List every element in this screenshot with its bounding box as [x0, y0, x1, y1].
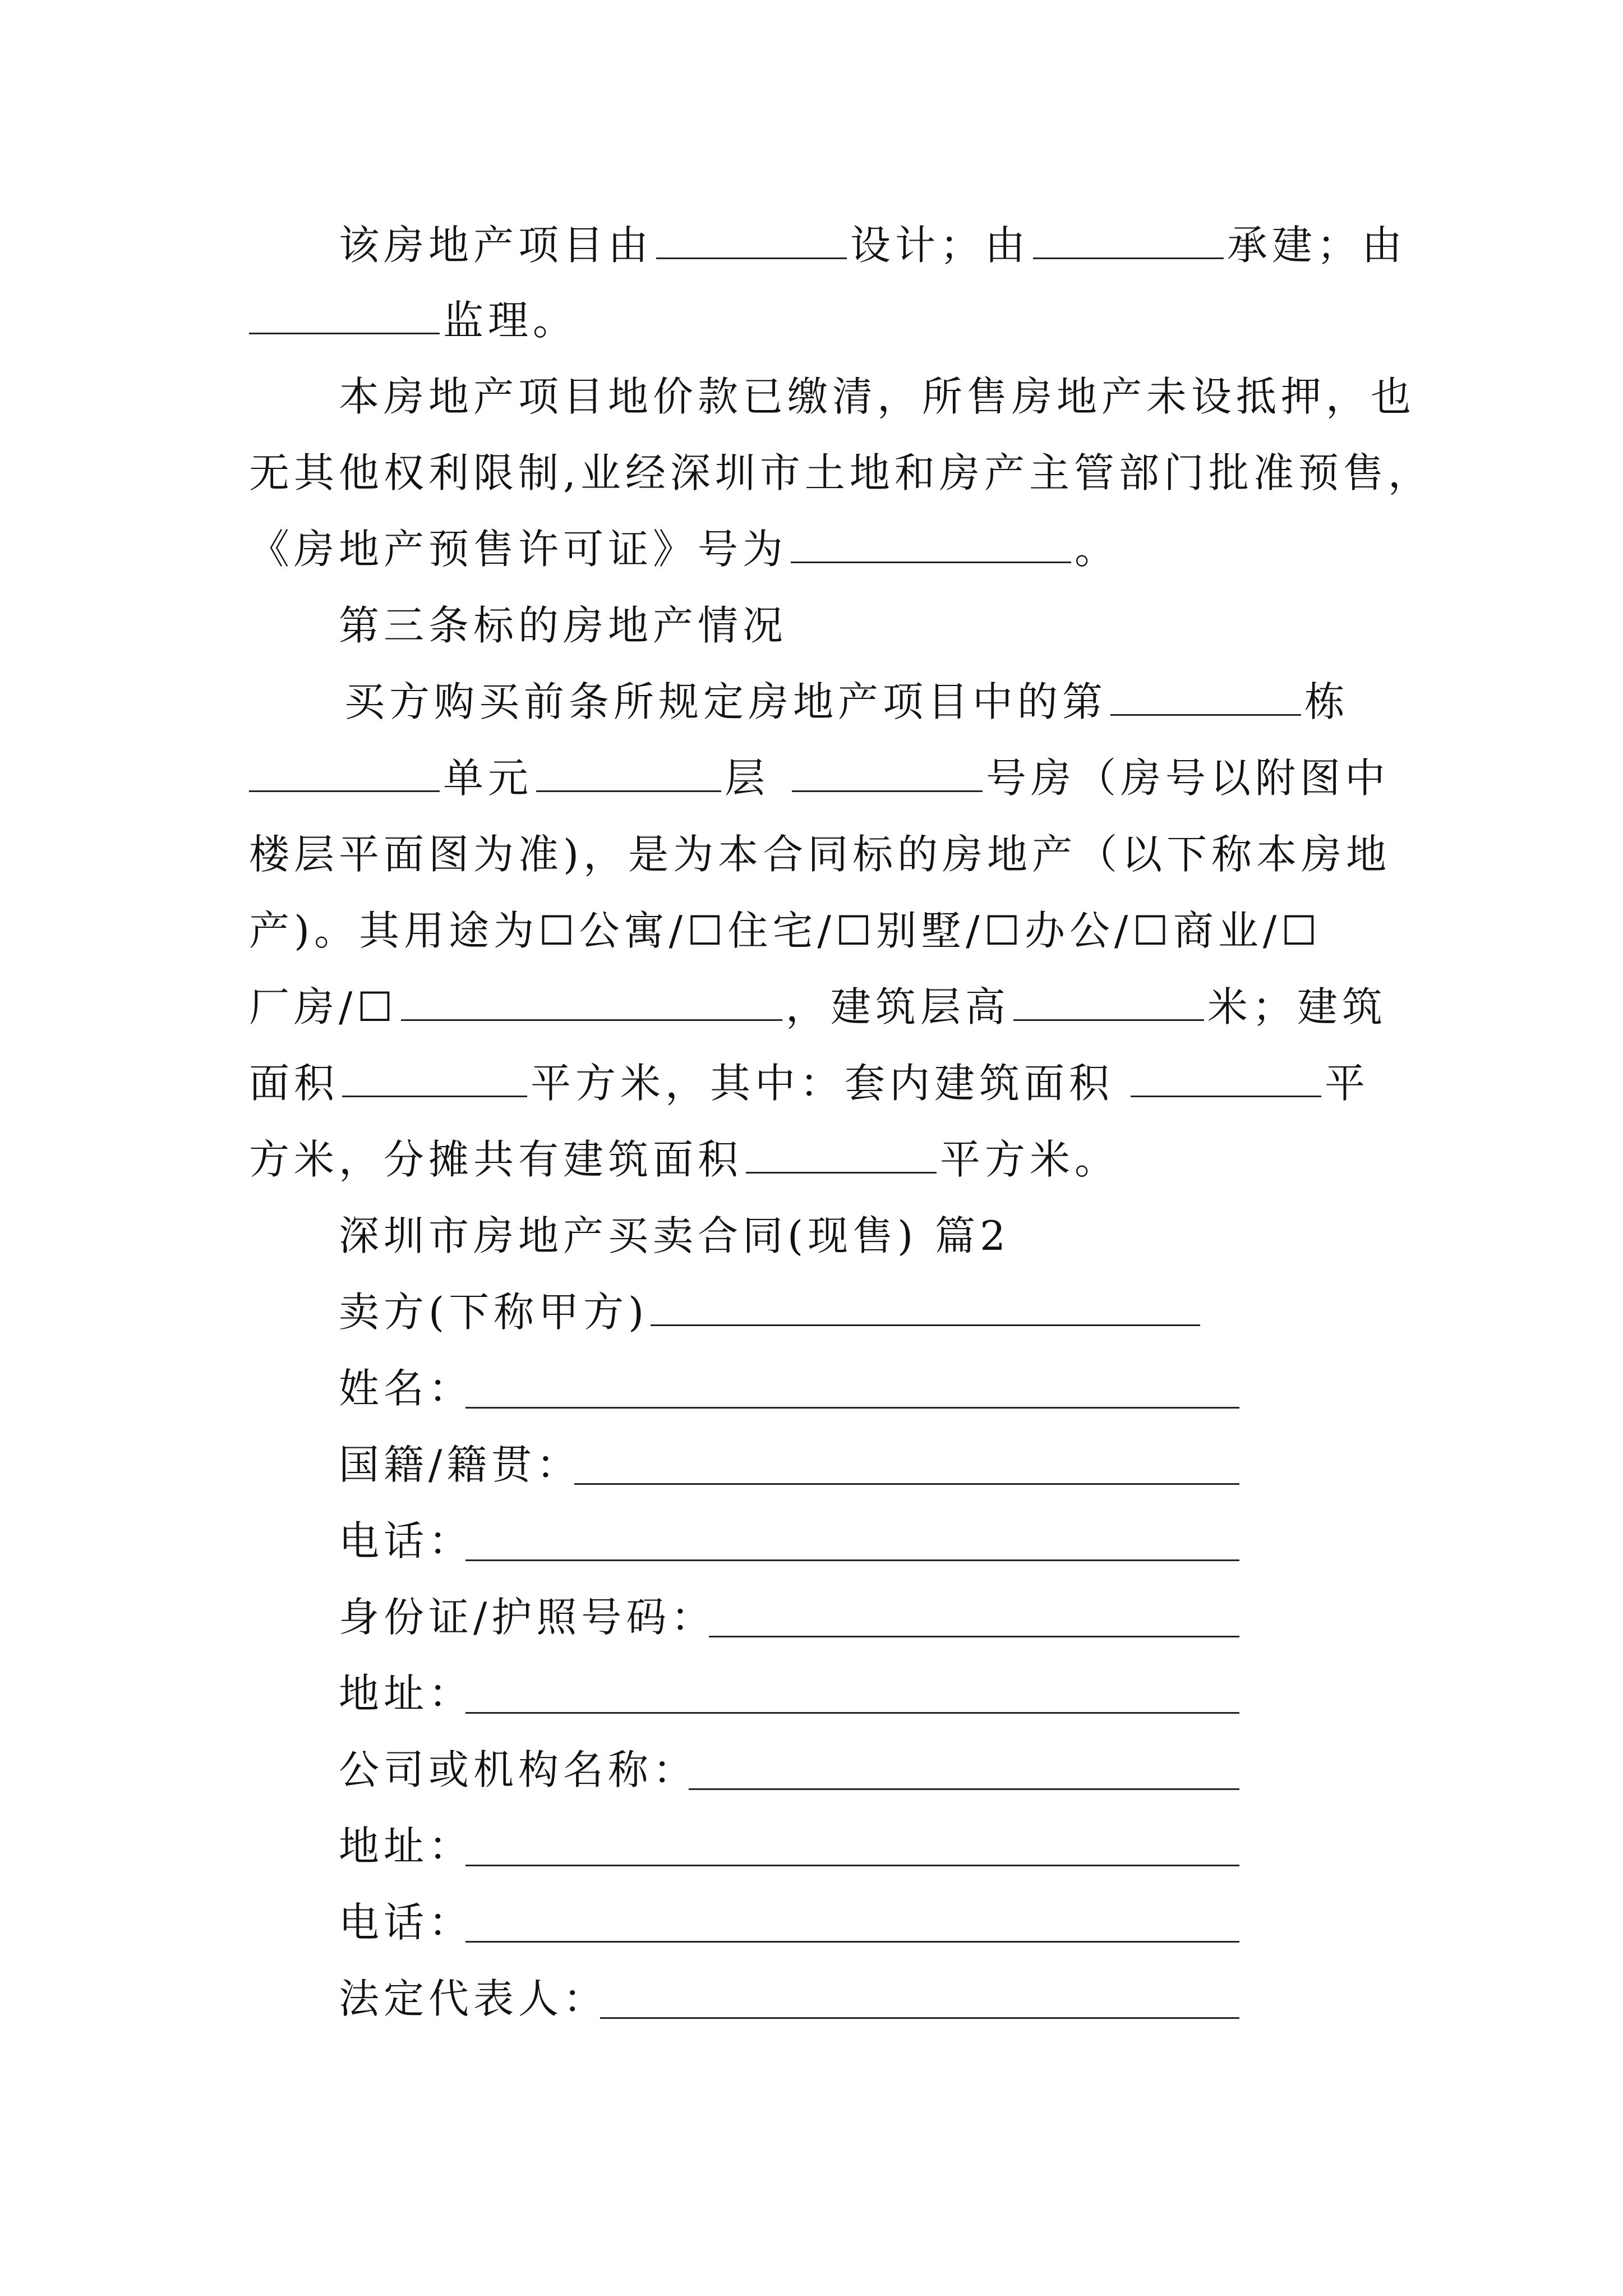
field-legal-rep-input[interactable]	[600, 2017, 1239, 2019]
article-3-line-2	[0, 742, 1623, 815]
field-nationality-label: 国籍/籍贯：	[339, 1441, 582, 1488]
field-address-label: 地址：	[339, 1670, 474, 1717]
text-segment: 方米，分摊共有建筑面积	[249, 1136, 743, 1183]
text-segment: 《房地产预售许可证》号为	[249, 526, 788, 573]
article-3-line-6	[0, 1047, 1623, 1120]
seller-input[interactable]	[651, 1290, 1200, 1326]
field-company-address-input[interactable]	[465, 1865, 1239, 1866]
blank-room[interactable]	[792, 756, 983, 792]
text-segment: 监理。	[443, 297, 578, 344]
paragraph-design-line	[0, 209, 1623, 282]
blank-area[interactable]	[342, 1061, 527, 1097]
blank-building[interactable]	[1110, 679, 1301, 716]
field-company-phone-input[interactable]	[465, 1941, 1239, 1943]
field-name-label: 姓名：	[339, 1365, 474, 1412]
text-segment: 米；建筑	[1207, 983, 1387, 1030]
blank-shared-area[interactable]	[746, 1137, 937, 1174]
text-segment: 厂房/☐	[249, 983, 398, 1030]
section-2-title: 深圳市房地产买卖合同(现售) 篇2	[339, 1212, 1010, 1259]
paragraph-land-line-1: 本房地产项目地价款已缴清，所售房地产未设抵押，也	[339, 373, 1416, 420]
text-segment: 该房地产项目由	[339, 222, 653, 269]
text-segment: 。	[1075, 526, 1120, 573]
article-3-line-5	[0, 970, 1623, 1043]
field-company-address-label: 地址：	[339, 1823, 474, 1870]
blank-floor-height[interactable]	[1013, 984, 1204, 1021]
blank-presale-permit-no[interactable]	[791, 527, 1071, 563]
article-3-line-4: 产)。其用途为☐公寓/☐住宅/☐别墅/☐办公/☐商业/☐	[249, 907, 1322, 954]
seller-label: 卖方(下称甲方)	[339, 1289, 649, 1336]
field-nationality-input[interactable]	[574, 1483, 1239, 1485]
field-company-input[interactable]	[689, 1788, 1239, 1790]
text-segment: 层	[725, 754, 770, 802]
blank-inner-area[interactable]	[1131, 1061, 1321, 1097]
text-segment: 平方米。	[940, 1136, 1120, 1183]
text-segment: 平方米，其中：套内建筑面积	[531, 1060, 1114, 1107]
field-phone-label: 电话：	[339, 1517, 474, 1565]
seller-line	[0, 1276, 1623, 1349]
article-3-line-7	[0, 1123, 1623, 1196]
paragraph-land-line-3	[0, 513, 1623, 586]
text-segment: 平	[1325, 1060, 1370, 1107]
field-address-input[interactable]	[465, 1712, 1239, 1714]
paragraph-land-line-2: 无其他权利限制,业经深圳市土地和房产主管部门批准预售，	[249, 449, 1433, 496]
blank-floor[interactable]	[536, 756, 721, 792]
article-3-line-1	[0, 665, 1623, 738]
paragraph-supervisor-line	[0, 284, 1623, 357]
field-id-label: 身份证/护照号码：	[339, 1594, 716, 1641]
blank-supervisor[interactable]	[249, 298, 440, 334]
field-id-input[interactable]	[709, 1636, 1239, 1637]
blank-other-use[interactable]	[401, 984, 782, 1021]
text-segment: ，建筑层高	[785, 983, 1010, 1030]
field-phone-input[interactable]	[465, 1559, 1239, 1561]
article-3-line-3: 楼层平面图为准)，是为本合同标的房地产（以下称本房地	[249, 831, 1391, 878]
blank-unit[interactable]	[249, 756, 440, 792]
article-3-title: 第三条标的房地产情况	[339, 602, 788, 649]
text-segment: 栋	[1304, 678, 1350, 725]
field-company-phone-label: 电话：	[339, 1899, 474, 1946]
blank-designer[interactable]	[656, 223, 847, 259]
field-name-input[interactable]	[465, 1407, 1239, 1409]
text-segment: 单元	[443, 754, 533, 802]
text-segment: 设计；由	[850, 222, 1030, 269]
blank-builder[interactable]	[1033, 223, 1224, 259]
field-company-label: 公司或机构名称：	[339, 1746, 698, 1793]
text-segment: 号房（房号以附图中	[986, 754, 1390, 802]
text-segment: 面积	[249, 1060, 339, 1107]
field-legal-rep-label: 法定代表人：	[339, 1975, 608, 2022]
text-segment: 承建；由	[1227, 222, 1407, 269]
text-segment: 买方购买前条所规定房地产项目中的第	[344, 678, 1108, 725]
